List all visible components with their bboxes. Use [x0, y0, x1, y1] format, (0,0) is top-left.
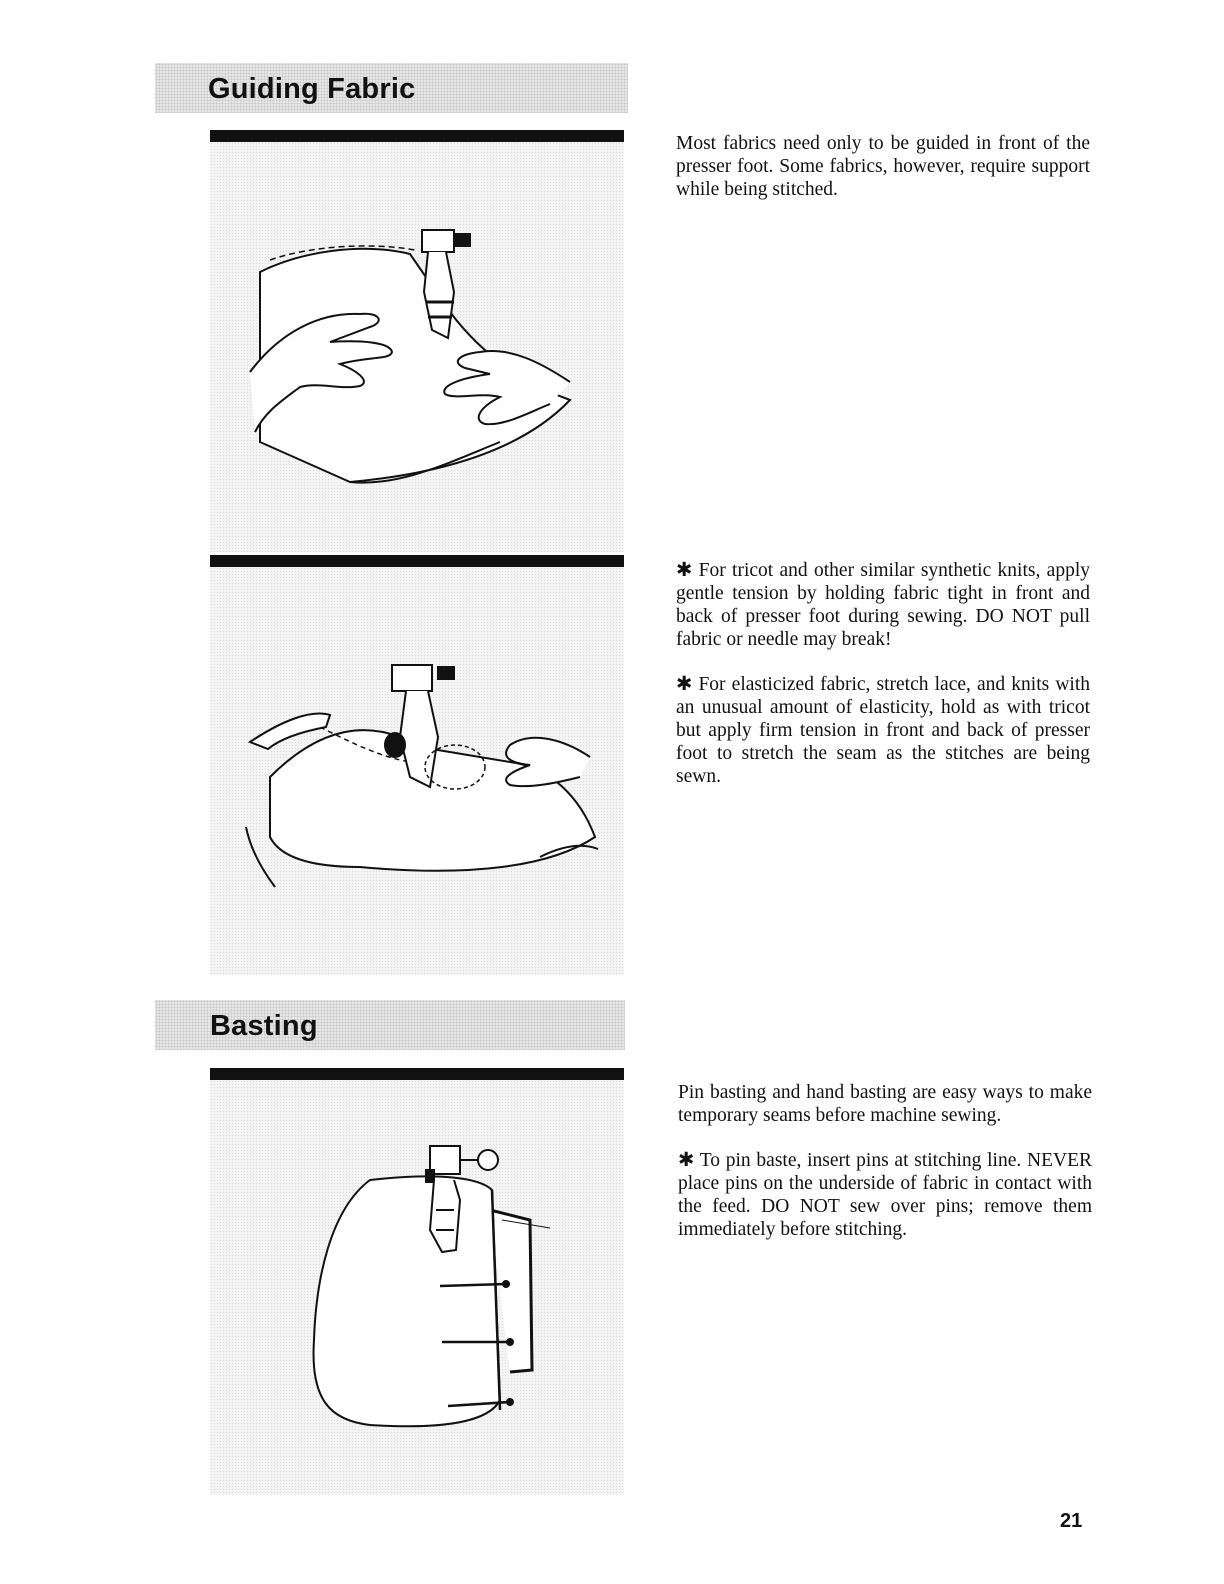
guiding-fabric-heading: Guiding Fabric	[208, 73, 416, 105]
pin-basting-illustration	[210, 1080, 624, 1495]
illustration-2-bar	[210, 555, 624, 567]
guiding-fabric-illustration	[210, 142, 624, 552]
basting-intro: Pin basting and hand basting are easy ways to make temporary seams before machine sewing.	[678, 1082, 1092, 1126]
tricot-illustration	[210, 567, 624, 975]
guiding-fabric-intro: Most fabrics need only to be guided in front of the presser foot. Some fabrics, however, require support while being stitched.	[676, 133, 1090, 200]
tricot-tip: ✱ For tricot and other similar synthetic knits, apply gentle tension by holding fabric tight in front and back of presser foot during sewing. DO NOT pull fabric or needle may break!	[676, 560, 1090, 650]
basting-heading: Basting	[210, 1010, 318, 1042]
page-number: 21	[1060, 1510, 1083, 1532]
illustration-1-bar	[210, 130, 624, 142]
elastic-tip: ✱ For elasticized fabric, stretch lace, and knits with an unusual amount of elasticity, hold as with tricot but apply firm tension in front and back of presser foot to stretch the seam as the stitches are being sewn.	[676, 674, 1090, 787]
pin-baste-tip: ✱ To pin baste, insert pins at stitching line. NEVER place pins on the underside of fabric in contact with the feed. DO NOT sew over pins; remove them immediately before stitching.	[678, 1150, 1092, 1240]
illustration-3-bar	[210, 1068, 624, 1080]
